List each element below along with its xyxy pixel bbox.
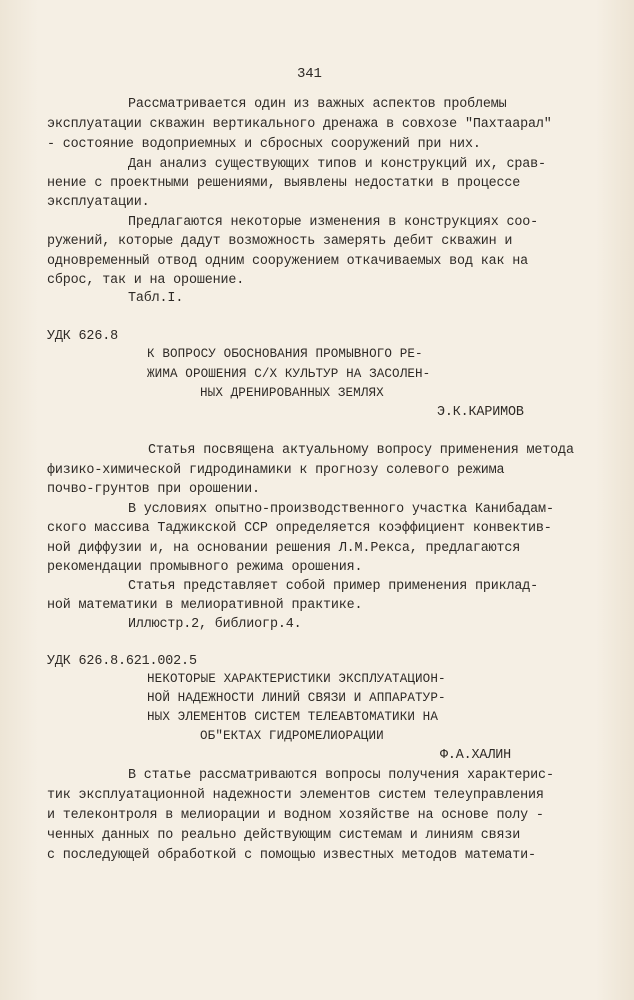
author-name: Э.К.КАРИМОВ <box>437 405 524 420</box>
text-line: и телеконтроля в мелиорации и водном хозяйстве на основе полу - <box>47 808 544 823</box>
article-title-line: К ВОПРОСУ ОБОСНОВАНИЯ ПРОМЫВНОГО РЕ- <box>147 347 423 361</box>
article-title-line: ЖИМА ОРОШЕНИЯ С/Х КУЛЬТУР НА ЗАСОЛЕН- <box>147 367 431 381</box>
text-line: эксплуатации скважин вертикального дренажа в совхозе "Пахтаарал" <box>47 117 552 132</box>
article-title-line: НОЙ НАДЕЖНОСТИ ЛИНИЙ СВЯЗИ И АППАРАТУР- <box>147 691 446 705</box>
article-title-line: ОБ"ЕКТАХ ГИДРОМЕЛИОРАЦИИ <box>200 729 384 743</box>
text-line: Статья посвящена актуальному вопросу применения метода <box>148 443 574 458</box>
text-line: рекомендации промывного режима орошения. <box>47 560 363 575</box>
table-reference: Табл.I. <box>128 291 184 306</box>
author-name: Ф.А.ХАЛИН <box>440 748 511 763</box>
text-line: В условиях опытно-производственного участка Канибадам- <box>128 502 554 517</box>
text-line: ского массива Таджикской ССР определяется коэффициент конвектив- <box>47 521 552 536</box>
text-line: одновременный отвод одним сооружением откачиваемых вод как на <box>47 254 529 269</box>
udk-code: УДК 626.8.621.002.5 <box>47 654 197 669</box>
text-line: - состояние водоприемных и сбросных сооружений при них. <box>47 137 481 152</box>
text-line: ружений, которые дадут возможность замерять дебит скважин и <box>47 234 513 249</box>
text-line: ной диффузии и, на основании решения Л.М.Рекса, предлагаются <box>47 541 521 556</box>
text-line: Предлагаются некоторые изменения в конструкциях соо- <box>128 215 539 230</box>
article-title-line: НЫХ ДРЕНИРОВАННЫХ ЗЕМЛЯХ <box>200 386 384 400</box>
article-title-line: НЕКОТОРЫЕ ХАРАКТЕРИСТИКИ ЭКСПЛУАТАЦИОН- <box>147 672 446 686</box>
text-line: физико-химической гидродинамики к прогнозу солевого режима <box>47 463 505 478</box>
text-line: ченных данных по реально действующим системам и линиям связи <box>47 828 521 843</box>
text-line: В статье рассматриваются вопросы получения характерис- <box>128 768 554 783</box>
text-line: нение с проектными решениями, выявлены недостатки в процессе <box>47 176 521 191</box>
text-line: сброс, так и на орошение. <box>47 273 245 288</box>
text-line: Дан анализ существующих типов и конструкций их, срав- <box>128 157 546 172</box>
text-line: ной математики в мелиоративной практике. <box>47 598 363 613</box>
article-title-line: НЫХ ЭЛЕМЕНТОВ СИСТЕМ ТЕЛЕАВТОМАТИКИ НА <box>147 710 438 724</box>
text-line: тик эксплуатационной надежности элементов систем телеуправления <box>47 788 544 803</box>
page-number: 341 <box>297 66 322 82</box>
text-line: с последующей обработкой с помощью известных методов математи- <box>47 848 536 863</box>
illustrations-reference: Иллюстр.2, библиогр.4. <box>128 617 302 632</box>
udk-code: УДК 626.8 <box>47 329 118 344</box>
text-line: эксплуатации. <box>47 195 150 210</box>
text-line: Статья представляет собой пример применения приклад- <box>128 579 539 594</box>
text-line: Рассматривается один из важных аспектов проблемы <box>128 97 507 112</box>
text-line: почво-грунтов при орошении. <box>47 482 260 497</box>
